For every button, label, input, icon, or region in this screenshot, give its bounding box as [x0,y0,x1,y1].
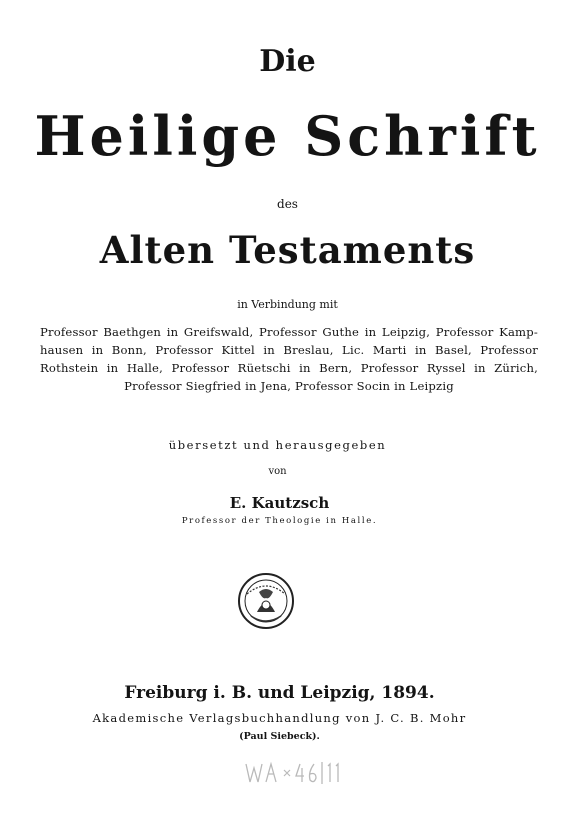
publisher-imprint: (Paul Siebeck). [239,731,320,742]
title-die: Die [259,44,316,79]
collaboration-intro: in Verbindung mit [237,298,338,311]
publisher-name: Akademische Verlagsbuchhandlung von J. C. B. Mohr [92,711,467,725]
editor-von: von [268,466,287,477]
publication-place-year: Freiburg i. B. und Leipzig, 1894. [124,683,435,703]
title-main: Heilige Schrift [34,104,541,168]
title-des: des [277,197,298,211]
editor-action: übersetzt und herausgegeben [168,438,387,452]
editor-name: E. Kautzsch [229,494,330,512]
editor-role: Professor der Theologie in Halle. [181,516,378,526]
handwritten-shelfmark [242,760,342,786]
printers-mark-icon [237,572,295,630]
collaborators-list: Professor Baethgen in Greifswald, Professor Guthe in Leipzig, Professor Kamp-hausen in Bonn, Professor Kittel in Breslau, Lic. Marti in Basel, Professor Rothstein in Halle, Professor Rüetschi in Bern, Professor Ryssel in Zürich, Professor Siegfried in Jena, Professor Socin in Leipzig [40,325,538,393]
title-sub: Alten Testaments [99,228,476,272]
